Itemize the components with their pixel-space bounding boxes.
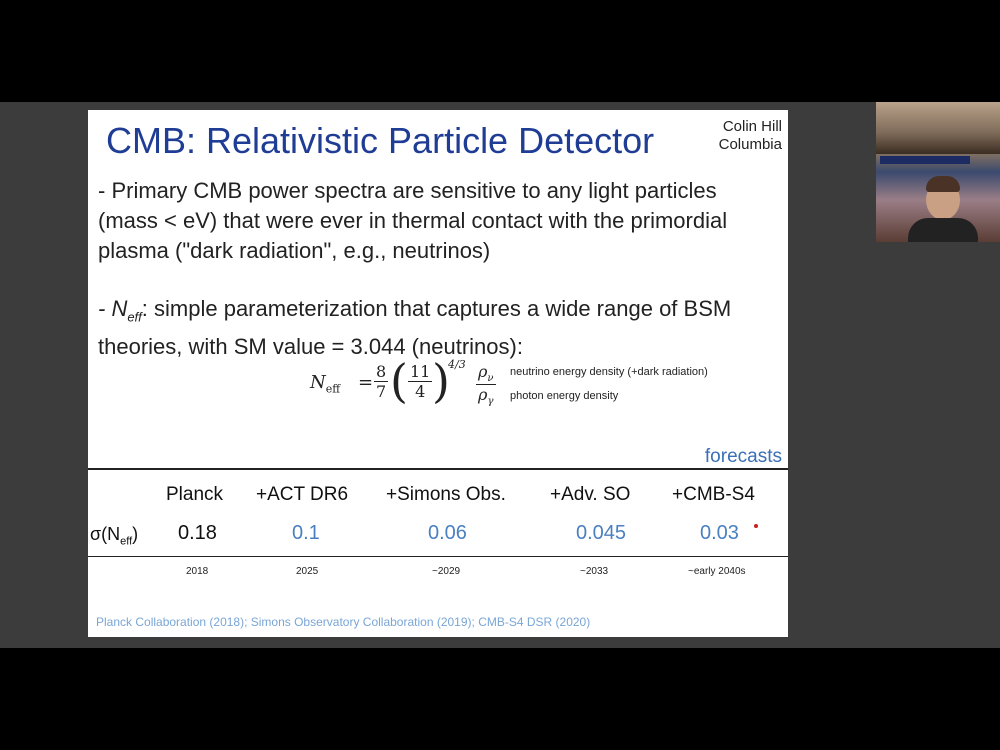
year-planck: 2018: [186, 566, 209, 577]
formula-equals: =: [358, 372, 374, 393]
laser-pointer-dot: [754, 524, 758, 528]
paragraph-neff: [98, 294, 778, 362]
neff-formula: [310, 356, 770, 418]
author-info: [719, 118, 782, 154]
author-name: Colin Hill: [722, 118, 782, 135]
frac1-numerator: 8: [376, 362, 387, 381]
forecasts-label: forecasts: [704, 446, 782, 467]
rho-nu: [476, 362, 496, 385]
author-affiliation: Columbia: [718, 136, 782, 153]
paragraph-light-particles: - Primary CMB power spectra are sensitive to any light particles (mass < eV) that were ever in thermal contact with the primordial plasma ("dark radiation", e.g., neutrinos): [98, 178, 728, 263]
presentation-slide: [88, 110, 788, 637]
formula-rho-ratio: [476, 362, 496, 407]
references: Planck Collaboration (2018); Simons Observatory Collaboration (2019); CMB-S4 DSR (2020): [96, 615, 591, 629]
webcam-room-background: [876, 102, 1000, 154]
year-cmb-s4: ~early 2040s: [688, 566, 746, 577]
slide-title: CMB: Relativistic Particle Detector: [106, 120, 655, 161]
note-photon-density: photon energy density: [510, 390, 619, 402]
neff-lead: - N: [98, 296, 128, 321]
left-paren: (: [390, 354, 408, 408]
value-cmb-s4: 0.03: [700, 522, 739, 544]
right-paren: ): [432, 354, 450, 408]
frac2-denominator: 4: [415, 382, 426, 401]
formula-lhs: [310, 372, 340, 396]
neff-forecast-table: [88, 468, 788, 557]
note-neutrino-density: neutrino energy density (+dark radiation): [510, 366, 708, 378]
col-header-planck: Planck: [166, 484, 224, 505]
rho-nu-sub: ν: [487, 373, 494, 385]
formula-lhs-symbol: N: [310, 372, 326, 393]
formula-lhs-sub: eff: [325, 382, 341, 396]
row-label-close: ): [132, 524, 139, 544]
col-header-simons: +Simons Obs.: [386, 484, 506, 505]
formula-frac-11-4: [408, 362, 432, 401]
year-act: 2025: [296, 566, 319, 577]
rho-gamma: [476, 385, 496, 407]
webcam-banner: [880, 156, 970, 164]
value-simons: 0.06: [428, 522, 467, 544]
speaker-webcam: [876, 102, 1000, 242]
value-act: 0.1: [292, 522, 320, 544]
speaker-hair: [926, 176, 960, 192]
rho-gamma-symbol: ρ: [478, 385, 488, 405]
frac2-numerator: 11: [410, 362, 431, 381]
row-label-sub: eff: [120, 535, 133, 548]
formula-exponent: 4/3: [448, 358, 466, 371]
rho-nu-symbol: ρ: [478, 362, 488, 381]
value-adv-so: 0.045: [576, 522, 627, 544]
row-label-sigma-neff: [90, 524, 138, 548]
year-adv-so: ~2033: [580, 566, 609, 577]
neff-description: : simple parameterization that captures a wide range of BSM theories, with SM value = 3.044 (neutrinos):: [98, 296, 732, 360]
col-header-adv-so: +Adv. SO: [550, 484, 631, 505]
neff-sub: eff: [127, 309, 142, 325]
rho-gamma-sub: γ: [487, 396, 494, 408]
col-header-act: +ACT DR6: [256, 484, 349, 505]
year-simons: ~2029: [432, 566, 461, 577]
col-header-cmb-s4: +CMB-S4: [672, 484, 755, 505]
speaker-body: [908, 218, 978, 242]
value-planck: 0.18: [178, 522, 217, 544]
frac1-denominator: 7: [376, 382, 387, 401]
formula-frac-8-7: [374, 362, 388, 401]
row-label-main: σ(N: [90, 524, 121, 544]
